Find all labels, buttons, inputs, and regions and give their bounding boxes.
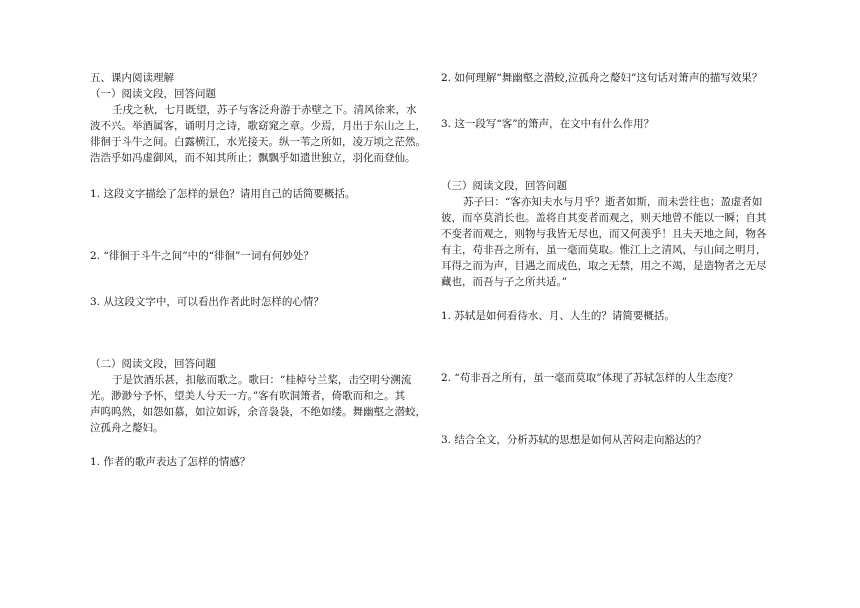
passage-line: 声呜呜然，如怨如慕，如泣如诉，余音袅袅，不绝如缕。舞幽壑之潜蛟， (90, 406, 426, 418)
part2-question-3: 3. 这一段写“客”的箫声，在文中有什么作用？ (441, 118, 655, 130)
left-column (90, 70, 426, 470)
part1-heading: （一）阅读文段，回答问题 (90, 88, 216, 100)
passage-line: 壬戌之秋，七月既望，苏子与客泛舟游于赤壁之下。清风徐来，水 (112, 104, 417, 116)
part2-passage (90, 372, 426, 436)
passage-line: 于是饮酒乐甚，扣舷而歌之。歌曰：“桂棹兮兰桨，击空明兮溯流 (112, 374, 412, 386)
passage-line: 泣孤舟之嫠妇。 (90, 422, 164, 434)
passage-line: 光。渺渺兮予怀，望美人兮天一方。”客有吹洞箫者，倚歌而和之。其 (90, 390, 406, 402)
passage-line: 不变者而观之，则物与我皆无尽也，而又何羡乎！且夫天地之间，物各 (441, 228, 767, 240)
part3-question-2: 2. “苟非吾之所有，虽一毫而莫取”体现了苏轼怎样的人生态度？ (441, 372, 739, 384)
part1-question-2: 2. “徘徊于斗牛之间”中的“徘徊”一词有何妙处？ (90, 250, 314, 262)
part3-passage (441, 194, 777, 290)
passage-line: 耳得之而为声，目遇之而成色，取之无禁，用之不竭，是造物者之无尽 (441, 260, 767, 272)
part2-question-1: 1. 作者的歌声表达了怎样的情感？ (90, 456, 251, 468)
passage-line: 有主，苟非吾之所有，虽一毫而莫取。惟江上之清风，与山间之明月， (441, 244, 767, 256)
passage-line: 波不兴。举酒属客，诵明月之诗，歌窈窕之章。少焉，月出于东山之上， (90, 120, 426, 132)
part3-question-1: 1. 苏轼是如何看待水、月、人生的？请简要概括。 (441, 310, 675, 322)
section-title: 五、课内阅读理解 (90, 72, 174, 84)
part1-question-1: 1. 这段文字描绘了怎样的景色？请用自己的话简要概括。 (90, 188, 356, 200)
right-column (441, 70, 777, 448)
passage-line: 浩浩乎如冯虚御风，而不知其所止；飘飘乎如遗世独立，羽化而登仙。 (90, 152, 416, 164)
part2-heading: （二）阅读文段，回答问题 (90, 358, 216, 370)
passage-line: 藏也，而吾与子之所共适。” (441, 276, 568, 288)
part3-question-3: 3. 结合全文，分析苏轼的思想是如何从苦闷走向豁达的？ (441, 434, 707, 446)
part1-question-3: 3. 从这段文字中，可以看出作者此时怎样的心情？ (90, 296, 324, 308)
part3-heading: （三）阅读文段，回答问题 (441, 180, 567, 192)
passage-line: 彼，而卒莫消长也。盖将自其变者而观之，则天地曾不能以一瞬；自其 (441, 212, 767, 224)
passage-line: 苏子曰：“客亦知夫水与月乎？逝者如斯，而未尝往也；盈虚者如 (463, 196, 763, 208)
part2-question-2: 2. 如何理解“舞幽壑之潜蛟,泣孤舟之嫠妇”这句话对箫声的描写效果？ (441, 72, 763, 84)
part1-passage (90, 102, 426, 166)
passage-line: 徘徊于斗牛之间。白露横江，水光接天。纵一苇之所如，凌万顷之茫然。 (90, 136, 426, 148)
